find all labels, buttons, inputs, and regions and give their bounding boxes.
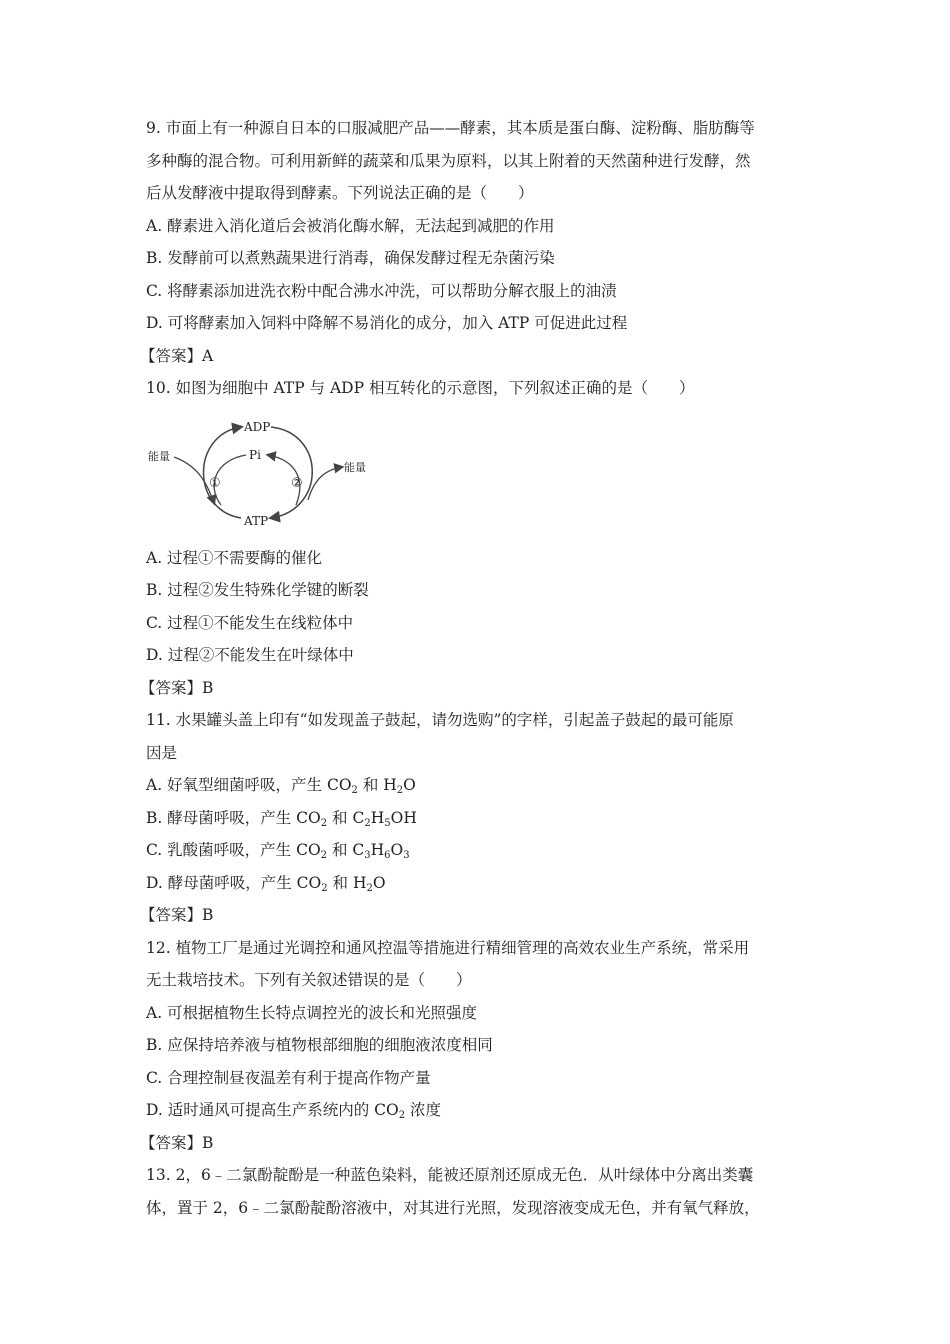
process-2-arrow [271,427,312,518]
q10-option-a: A. 过程①不需要酶的催化 [146,549,323,567]
q9-stem-line-3: 后从发酵液中提取得到酵素。下列说法正确的是（ ） [146,184,534,202]
adp-label: ADP [244,420,271,434]
q12-option-c: C. 合理控制昼夜温差有利于提高作物产量 [146,1069,431,1087]
q13-stem-line-1: 13. 2，6﹣二氯酚靛酚是一种蓝色染料，能被还原剂还原成无色．从叶绿体中分离出类囊 [146,1166,754,1184]
q11-stem-line-1: 11. 水果罐头盖上印有“如发现盖子鼓起，请勿选购”的字样，引起盖子鼓起的最可能原 [146,711,734,729]
q11-option-a: A. 好氧型细菌呼吸，产生 $CO_2$ 和 $H_2O$ [146,776,416,796]
energy-out-arrow [308,467,342,500]
q9-answer: 【答案】A [140,347,214,365]
q11-option-c: C. 乳酸菌呼吸，产生 $CO_2$ 和 $C_3H_6O_3$ [146,841,410,861]
q9-option-c: C. 将酵素添加进洗衣粉中配合沸水冲洗，可以帮助分解衣服上的油渍 [146,282,617,300]
q9-stem-line-2: 多种酶的混合物。可利用新鲜的蔬菜和瓜果为原料，以其上附着的天然菌种进行发酵，然 [146,152,751,170]
q12-answer: 【答案】B [140,1134,214,1152]
q12-stem-line-1: 12. 植物工厂是通过光调控和通风控温等措施进行精细管理的高效农业生产系统，常采用 [146,939,750,957]
q11-option-d: D. 酵母菌呼吸，产生 $CO_2$ 和 $H_2O$ [146,874,386,894]
q9-option-d: D. 可将酵素加入饲料中降解不易消化的成分，加入 ATP 可促进此过程 [146,314,628,332]
energy-right-label: 能量 [344,461,366,474]
q11-option-b: B. 酵母菌呼吸，产生 $CO_2$ 和 $C_2H_5OH$ [146,809,417,829]
process-1-label: ① [209,476,221,491]
q12-option-d: D. 适时通风可提高生产系统内的 $CO_2$ 浓度 [146,1101,442,1121]
q9-stem-line-1: 9. 市面上有一种源自日本的口服减肥产品——酵素，其本质是蛋白酶、淀粉酶、脂肪酶等 [146,119,755,137]
q12-option-b: B. 应保持培养液与植物根部细胞的细胞液浓度相同 [146,1036,493,1054]
q11-stem-line-2: 因是 [146,744,178,762]
q10-option-c: C. 过程①不能发生在线粒体中 [146,614,354,632]
process-2-label: ② [291,476,303,491]
atp-adp-cycle-diagram [146,415,376,530]
q11-answer: 【答案】B [140,906,214,924]
q12-option-a: A. 可根据植物生长特点调控光的波长和光照强度 [146,1004,478,1022]
pi-label: Pi [249,448,261,462]
q13-stem-line-2: 体，置于 2，6﹣二氯酚靛酚溶液中，对其进行光照，发现溶液变成无色，并有氧气释放， [146,1199,760,1217]
process-1-arrow [204,427,242,518]
q10-answer: 【答案】B [140,679,214,697]
atp-label: ATP [244,514,269,528]
q10-option-b: B. 过程②发生特殊化学键的断裂 [146,581,369,599]
q10-option-d: D. 过程②不能发生在叶绿体中 [146,646,354,664]
q12-stem-line-2: 无土栽培技术。下列有关叙述错误的是（ ） [146,971,472,989]
energy-left-label: 能量 [148,450,170,463]
energy-in-arrow [174,457,214,503]
q9-option-b: B. 发酵前可以煮熟蔬果进行消毒，确保发酵过程无杂菌污染 [146,249,555,267]
q10-stem-line-1: 10. 如图为细胞中 ATP 与 ADP 相互转化的示意图，下列叙述正确的是（ ） [146,379,695,397]
q9-option-a: A. 酵素进入消化道后会被消化酶水解，无法起到减肥的作用 [146,217,555,235]
